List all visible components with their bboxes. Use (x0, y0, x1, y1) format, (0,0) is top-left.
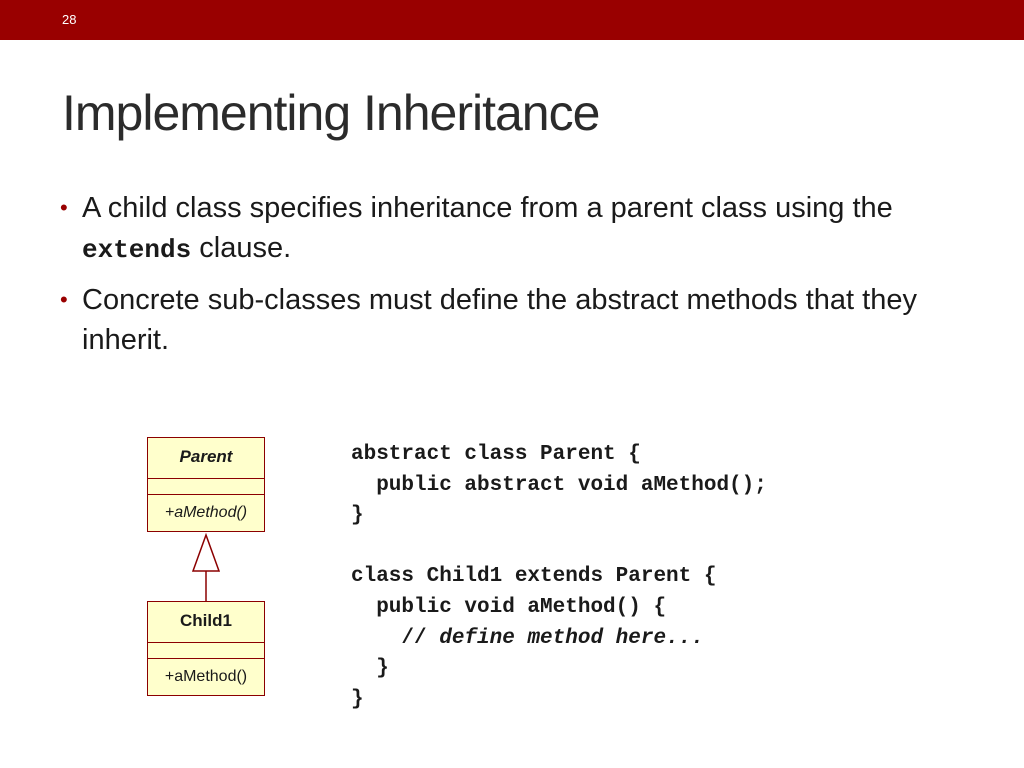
code-line: class Child1 extends Parent { (351, 565, 717, 589)
code-comment-prefix: // (401, 626, 440, 650)
code-line: public void aMethod() { (351, 595, 667, 619)
slide-number: 28 (62, 12, 77, 27)
bullet-text: Concrete sub-classes must define the abstract methods that they inherit. (82, 284, 917, 356)
code-line: abstract class Parent { (351, 443, 641, 466)
code-line: public abstract void aMethod(); (351, 473, 767, 497)
uml-attributes-compartment (148, 643, 264, 659)
bullet-text: A child class specifies inheritance from a parent class using the (82, 192, 893, 224)
code-line: } (351, 687, 364, 711)
uml-method: +aMethod() (164, 504, 248, 521)
slide-title: Implementing Inheritance (62, 85, 600, 141)
code-line (351, 532, 767, 563)
uml-class-child (147, 601, 265, 696)
code-line: } (351, 504, 364, 528)
code-line: } (351, 657, 389, 681)
bullet-text-end: clause. (191, 232, 292, 264)
code-indent (351, 627, 401, 650)
code-block (351, 440, 767, 715)
code-comment: define method here... (439, 626, 704, 650)
code-line-comment (351, 624, 767, 655)
bullet-dot-icon: • (60, 287, 68, 312)
uml-class-name: Child1 (148, 602, 264, 643)
uml-class-name: Parent (148, 438, 264, 479)
inline-code: extends (82, 235, 192, 265)
uml-method: +aMethod() (164, 668, 248, 685)
bullet-dot-icon: • (60, 195, 68, 220)
